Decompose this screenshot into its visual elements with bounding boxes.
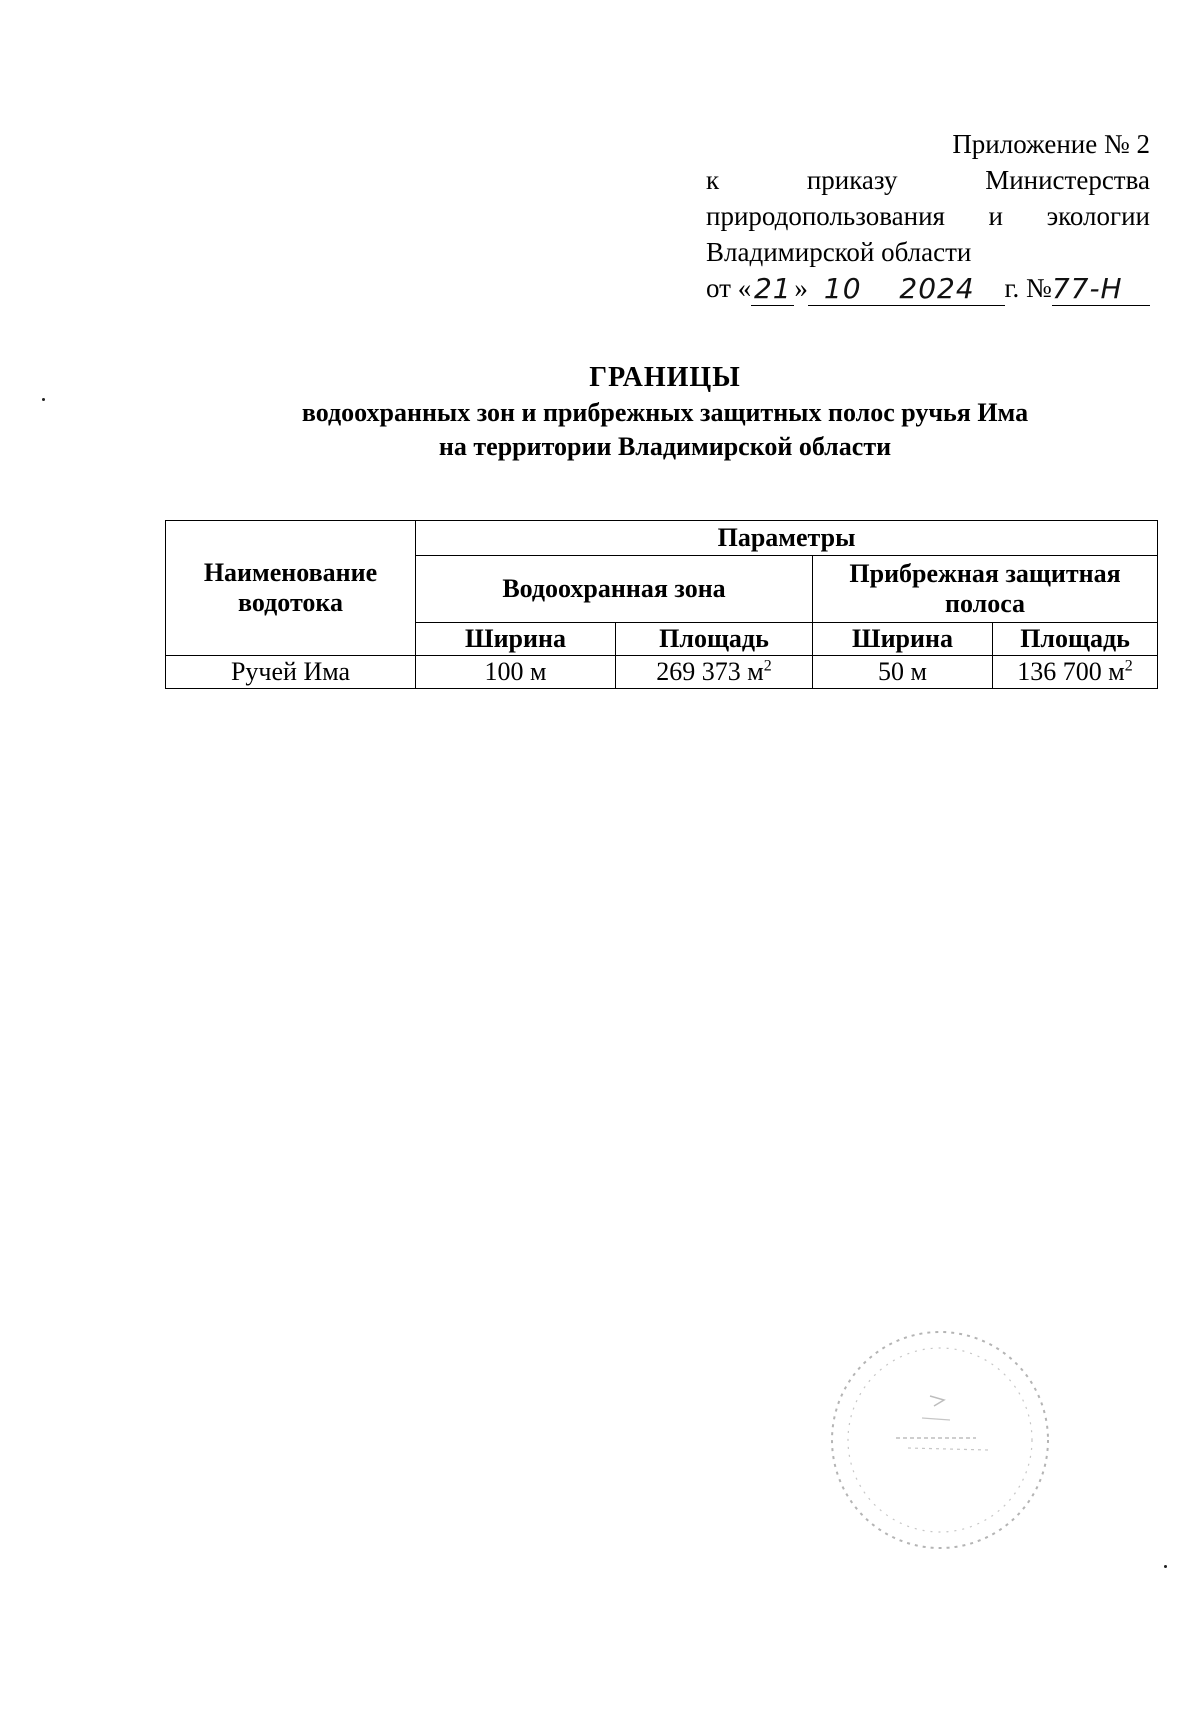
appendix-order-line xyxy=(706,162,1150,198)
appendix-word: экологии xyxy=(1046,201,1150,231)
appendix-ministry-line xyxy=(706,198,1150,234)
document-title-block xyxy=(150,360,1180,464)
appendix-word: приказу xyxy=(806,165,898,195)
header-cp-area: Площадь xyxy=(993,623,1158,656)
cell-cp-area-unit-exponent: 2 xyxy=(1124,657,1133,675)
cell-wz-area-value: 269 373 м xyxy=(656,657,764,686)
handwritten-order-number: 77-Н xyxy=(1052,273,1150,306)
document-subtitle-1: водоохранных зон и прибрежных защитных полос ручья Има xyxy=(301,398,1029,427)
cell-cp-width: 50 м xyxy=(813,656,993,689)
header-cp-width: Ширина xyxy=(813,623,993,656)
header-watercourse-name: Наименование водотока xyxy=(166,521,416,656)
cell-watercourse-name: Ручей Има xyxy=(166,656,416,689)
date-close-quote: » xyxy=(794,273,808,303)
appendix-word: Министерства xyxy=(985,165,1150,195)
scan-speck xyxy=(1164,1565,1167,1568)
cell-cp-area-value: 136 700 м xyxy=(1017,657,1125,686)
appendix-word: природопользования xyxy=(706,201,945,231)
cell-wz-area-unit-exponent: 2 xyxy=(763,657,772,675)
official-stamp-image xyxy=(826,1326,1054,1554)
date-prefix: от « xyxy=(706,273,752,303)
header-water-protection-zone: Водоохранная зона xyxy=(416,556,813,623)
appendix-date-line xyxy=(706,270,1150,306)
parameters-table xyxy=(165,520,1158,689)
header-coastal-protective-strip: Прибрежная защитная полоса xyxy=(813,556,1158,623)
header-parameters: Параметры xyxy=(416,521,1158,556)
header-wz-area: Площадь xyxy=(616,623,813,656)
appendix-header xyxy=(706,126,1150,306)
appendix-region: Владимирской области xyxy=(706,237,972,267)
document-title: ГРАНИЦЫ xyxy=(589,362,741,393)
cell-wz-width: 100 м xyxy=(416,656,616,689)
handwritten-month-year: 10 2024 xyxy=(808,273,1005,306)
table-row xyxy=(166,656,1158,689)
cell-wz-area xyxy=(616,656,813,689)
header-wz-width: Ширина xyxy=(416,623,616,656)
appendix-word: и xyxy=(988,201,1003,231)
handwritten-day: 21 xyxy=(751,273,794,306)
document-subtitle-2: на территории Владимирской области xyxy=(438,432,892,461)
cell-cp-area xyxy=(993,656,1158,689)
appendix-word: к xyxy=(706,165,720,195)
scan-speck xyxy=(42,398,45,401)
date-number-label: г. № xyxy=(1004,273,1052,303)
appendix-number: Приложение № 2 xyxy=(952,129,1150,159)
